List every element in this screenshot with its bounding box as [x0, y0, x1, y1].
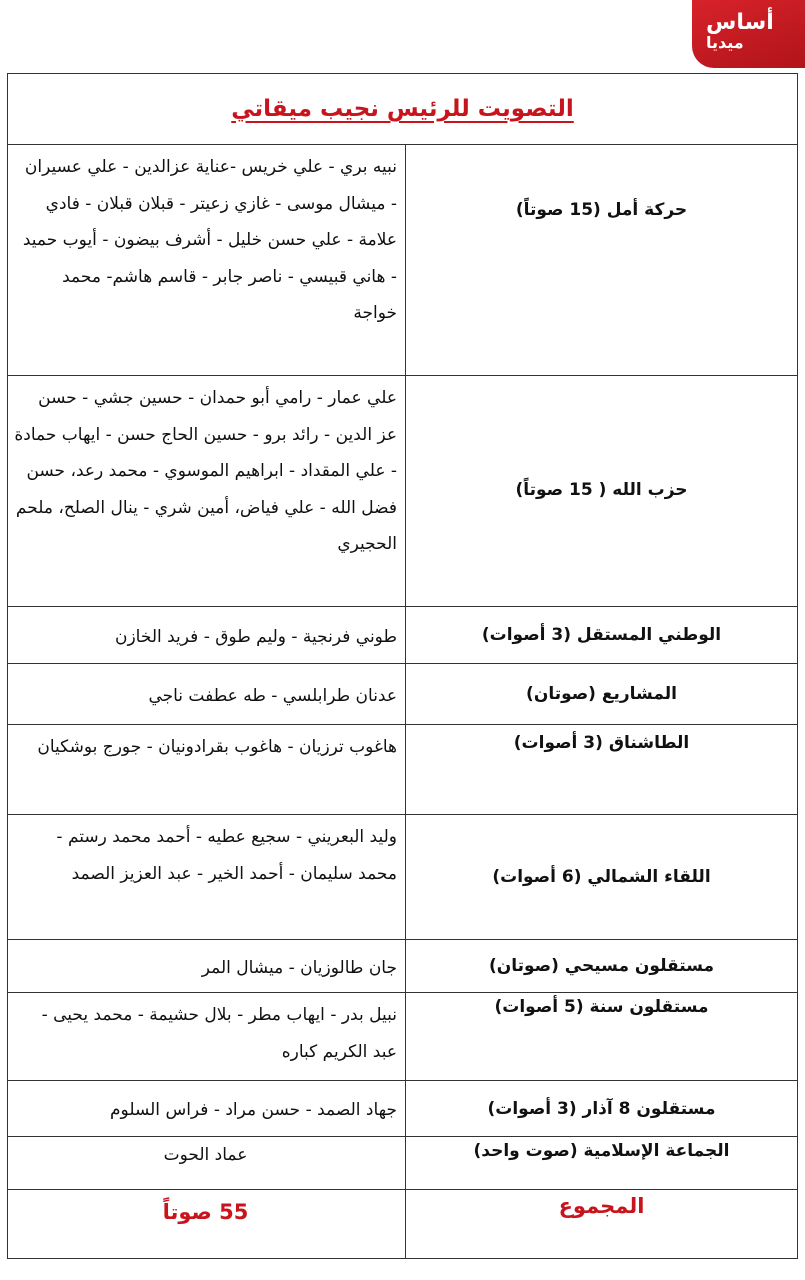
bloc-members: جهاد الصمد - حسن مراد - فراس السلوم [110, 1100, 397, 1121]
table-row [8, 376, 797, 607]
bloc-members: هاغوب ترزيان - هاغوب بقرادونيان - جورج بوشكيان [37, 737, 397, 757]
table-row [8, 664, 797, 725]
bloc-name: المشاريع (صوتان) [405, 664, 797, 724]
bloc-name: مستقلون 8 آذار (3 أصوات) [405, 1081, 797, 1136]
table-row [8, 1081, 797, 1137]
table-title: التصويت للرئيس نجيب ميقاتي [231, 96, 574, 122]
bloc-name: حزب الله ( 15 صوتاً) [405, 376, 797, 606]
votes-table [7, 73, 798, 1259]
bloc-name: الطاشناق (3 أصوات) [405, 725, 797, 814]
logo-line-1: أساس [706, 10, 774, 35]
bloc-name: مستقلون سنة (5 أصوات) [405, 993, 797, 1080]
table-row [8, 815, 797, 940]
bloc-name: الوطني المستقل (3 أصوات) [405, 607, 797, 663]
brand-logo [692, 0, 805, 68]
logo-line-2: ميديا [706, 33, 744, 52]
total-value: 55 صوتاً [162, 1200, 249, 1224]
table-title-row [8, 74, 797, 145]
table-row [8, 607, 797, 664]
bloc-name: الجماعة الإسلامية (صوت واحد) [405, 1137, 797, 1189]
table-row [8, 725, 797, 815]
bloc-members: وليد البعريني - سجيع عطيه - أحمد محمد رستم - محمد سليمان - أحمد الخير - عبد العزيز الصمد [56, 827, 397, 884]
bloc-name: مستقلون مسيحي (صوتان) [405, 940, 797, 992]
table-row [8, 940, 797, 993]
bloc-members: نبيل بدر - ايهاب مطر - بلال حشيمة - محمد يحيى - عبد الكريم كباره [41, 1005, 397, 1062]
bloc-name: اللقاء الشمالي (6 أصوات) [405, 815, 797, 939]
bloc-members: طوني فرنجية - وليم طوق - فريد الخازن [114, 626, 397, 647]
total-row [8, 1190, 797, 1258]
bloc-members: نبيه بري - علي خريس -عناية عزالدين - علي عسيران - ميشال موسى - غازي زعيتر - قبلان قبلان - فادي علامة - علي حسن خليل - أشرف بيضون - أيوب حميد - هاني قبيسي - ناصر جابر - قاسم هاشم- محمد خواجة [22, 157, 397, 323]
total-label: المجموع [405, 1190, 797, 1258]
bloc-name: حركة أمل (15 صوتاً) [405, 145, 797, 375]
table-row [8, 1137, 797, 1190]
bloc-members: علي عمار - رامي أبو حمدان - حسين جشي - حسن عز الدين - رائد برو - حسين الحاج حسن - ايهاب حمادة - علي المقداد - ابراهيم الموسوي - محمد رعد، حسن فضل الله - علي فياض، أمين شري - ينال الصلح، ملحم الحجيري [14, 388, 397, 554]
bloc-members: عماد الحوت [163, 1145, 248, 1165]
bloc-members: عدنان طرابلسي - طه عطفت ناجي [148, 685, 397, 706]
table-row [8, 145, 797, 376]
bloc-members: جان طالوزيان - ميشال المر [201, 957, 397, 978]
table-row [8, 993, 797, 1081]
